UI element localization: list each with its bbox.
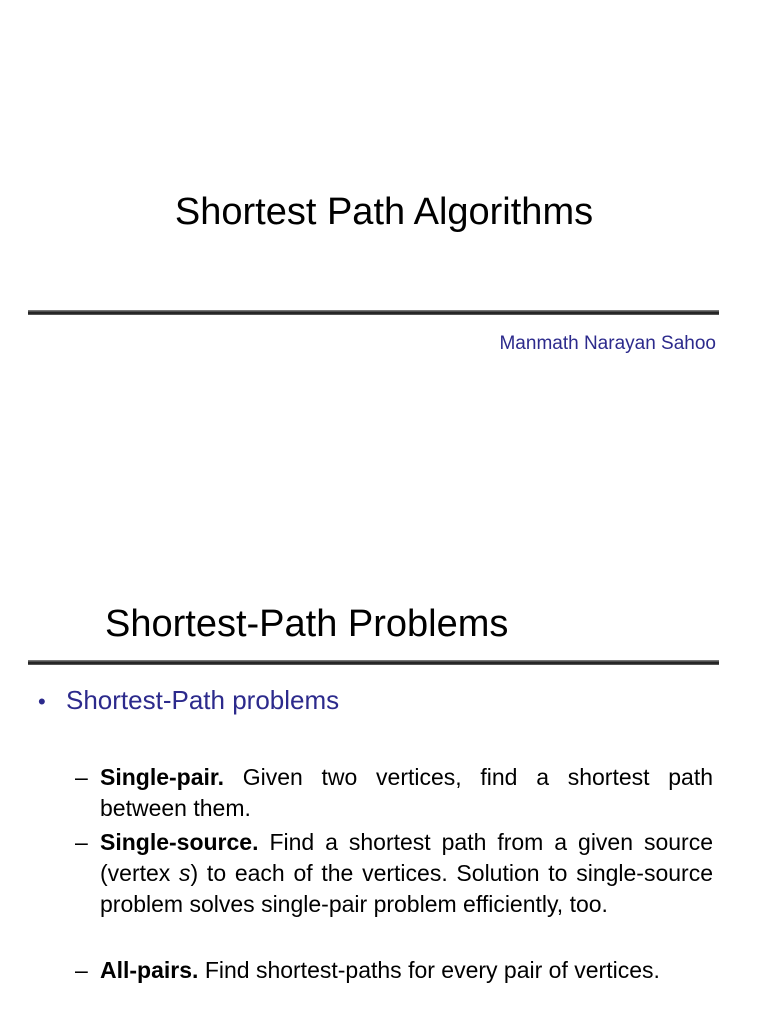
sub-item-body <box>100 827 713 920</box>
sub-item-text: Given two vertices, find a shortest path between them. <box>100 764 714 821</box>
slide-title-heading: Shortest Path Algorithms <box>174 191 594 233</box>
sub-item-text-after: ) to each of the vertices. Solution to single-source problem solves single-pair problem efficiently, too. <box>100 860 713 917</box>
bullet-text: Shortest-Path problems <box>66 685 340 715</box>
sub-item-italic: s <box>179 860 191 886</box>
sub-item-all-pairs <box>75 955 713 986</box>
bullet-item <box>38 684 339 718</box>
sub-item-single-pair <box>75 762 713 824</box>
slide-problems-heading: Shortest-Path Problems <box>105 603 509 645</box>
sub-item-body <box>100 762 713 824</box>
sub-item-marker: – <box>75 957 88 983</box>
title-divider <box>28 310 719 315</box>
sub-item-text: Find a shortest path from a given source (vertex <box>100 829 714 886</box>
sub-item-body <box>100 955 713 986</box>
sub-item-marker: – <box>75 829 88 855</box>
sub-item-term: All-pairs. <box>100 957 199 983</box>
sub-item-single-source <box>75 827 713 920</box>
sub-item-term: Single-pair. <box>100 764 224 790</box>
bullet-marker: • <box>38 689 46 714</box>
sub-item-text: Find shortest-paths for every pair of vertices. <box>204 957 660 983</box>
sub-item-marker: – <box>75 764 88 790</box>
problems-divider <box>28 660 719 665</box>
author-name: Manmath Narayan Sahoo <box>499 333 716 354</box>
slide-problems <box>0 512 768 1024</box>
sub-item-term: Single-source. <box>100 829 259 855</box>
